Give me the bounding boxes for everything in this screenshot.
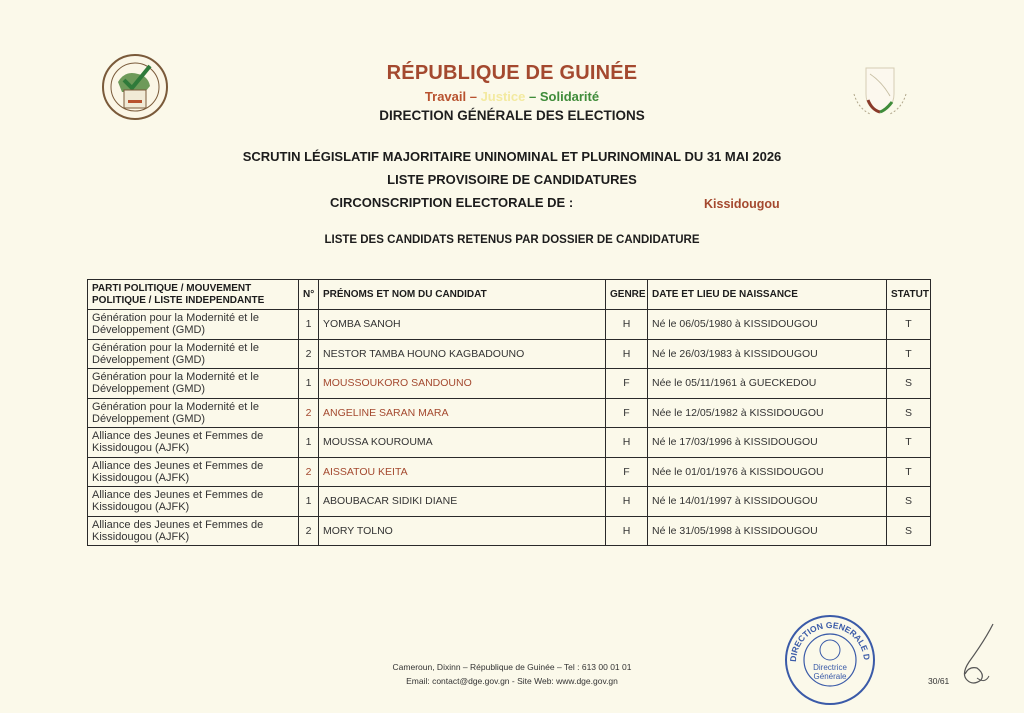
number-cell: 2 bbox=[299, 339, 319, 369]
number-cell: 1 bbox=[299, 369, 319, 399]
statut-cell: S bbox=[887, 516, 931, 546]
table-row bbox=[88, 369, 931, 399]
official-stamp-icon bbox=[782, 612, 878, 708]
number-cell: 2 bbox=[299, 457, 319, 487]
statut-cell: S bbox=[887, 487, 931, 517]
party-cell: Génération pour la Modernité et le Développement (GMD) bbox=[88, 339, 299, 369]
party-cell: Alliance des Jeunes et Femmes de Kissidougou (AJFK) bbox=[88, 457, 299, 487]
country-title: RÉPUBLIQUE DE GUINÉE bbox=[386, 62, 638, 84]
birth-cell: Née le 12/05/1982 à KISSIDOUGOU bbox=[648, 398, 887, 428]
table-row bbox=[88, 516, 931, 546]
column-header-genre: GENRE bbox=[606, 280, 648, 310]
party-cell: Génération pour la Modernité et le Développement (GMD) bbox=[88, 398, 299, 428]
statut-cell: S bbox=[887, 398, 931, 428]
party-cell: Alliance des Jeunes et Femmes de Kissidougou (AJFK) bbox=[88, 428, 299, 458]
party-cell: Génération pour la Modernité et le Développement (GMD) bbox=[88, 310, 299, 340]
column-header-party: PARTI POLITIQUE / MOUVEMENT POLITIQUE / LISTE INDEPENDANTE bbox=[88, 280, 299, 310]
birth-cell: Né le 06/05/1980 à KISSIDOUGOU bbox=[648, 310, 887, 340]
candidate-name-cell: MORY TOLNO bbox=[319, 516, 606, 546]
table-row bbox=[88, 339, 931, 369]
motto-word-justice: Justice bbox=[480, 89, 526, 104]
genre-cell: F bbox=[606, 398, 648, 428]
candidate-name-cell: MOUSSA KOUROUMA bbox=[319, 428, 606, 458]
svg-text:DIRECTION GENERALE DES ELECTIO bbox=[782, 612, 872, 662]
genre-cell: H bbox=[606, 310, 648, 340]
party-cell: Génération pour la Modernité et le Développement (GMD) bbox=[88, 369, 299, 399]
table-row bbox=[88, 428, 931, 458]
birth-cell: Née le 05/11/1961 à GUECKEDOU bbox=[648, 369, 887, 399]
table-header-row bbox=[88, 280, 931, 310]
table-row bbox=[88, 457, 931, 487]
stamp-title-2: Générale bbox=[813, 672, 847, 681]
candidates-table bbox=[87, 279, 931, 546]
genre-cell: H bbox=[606, 487, 648, 517]
candidate-name-cell: YOMBA SANOH bbox=[319, 310, 606, 340]
statut-cell: S bbox=[887, 369, 931, 399]
stamp-title-1: Directrice bbox=[813, 663, 847, 672]
footer-contact: Email: contact@dge.gov.gn - Site Web: www.dge.gov.gn bbox=[406, 676, 618, 686]
genre-cell: H bbox=[606, 516, 648, 546]
election-title: SCRUTIN LÉGISLATIF MAJORITAIRE UNINOMINAL ET PLURINOMINAL DU 31 MAI 2026 bbox=[242, 149, 782, 164]
page-number: 30/61 bbox=[928, 676, 950, 686]
constituency-value: Kissidougou bbox=[704, 197, 780, 211]
list-title: LISTE PROVISOIRE DE CANDIDATURES bbox=[387, 172, 637, 187]
number-cell: 2 bbox=[299, 516, 319, 546]
genre-cell: F bbox=[606, 369, 648, 399]
statut-cell: T bbox=[887, 457, 931, 487]
institution-name: DIRECTION GÉNÉRALE DES ELECTIONS bbox=[379, 108, 645, 123]
party-cell: Alliance des Jeunes et Femmes de Kissidougou (AJFK) bbox=[88, 487, 299, 517]
statut-cell: T bbox=[887, 428, 931, 458]
party-cell: Alliance des Jeunes et Femmes de Kissidougou (AJFK) bbox=[88, 516, 299, 546]
candidate-name-cell: AISSATOU KEITA bbox=[319, 457, 606, 487]
birth-cell: Né le 31/05/1998 à KISSIDOUGOU bbox=[648, 516, 887, 546]
table-title: LISTE DES CANDIDATS RETENUS PAR DOSSIER DE CANDIDATURE bbox=[324, 234, 700, 246]
constituency-label: CIRCONSCRIPTION ELECTORALE DE : bbox=[330, 195, 574, 210]
birth-cell: Né le 17/03/1996 à KISSIDOUGOU bbox=[648, 428, 887, 458]
motto-word-travail: Travail – bbox=[424, 89, 477, 104]
column-header-number: N° bbox=[299, 280, 319, 310]
number-cell: 1 bbox=[299, 487, 319, 517]
table-row bbox=[88, 398, 931, 428]
number-cell: 2 bbox=[299, 398, 319, 428]
genre-cell: H bbox=[606, 339, 648, 369]
candidate-name-cell: ABOUBACAR SIDIKI DIANE bbox=[319, 487, 606, 517]
national-motto bbox=[0, 89, 1024, 104]
candidate-name-cell: NESTOR TAMBA HOUNO KAGBADOUNO bbox=[319, 339, 606, 369]
birth-cell: Né le 26/03/1983 à KISSIDOUGOU bbox=[648, 339, 887, 369]
table-row bbox=[88, 487, 931, 517]
statut-cell: T bbox=[887, 310, 931, 340]
birth-cell: Né le 14/01/1997 à KISSIDOUGOU bbox=[648, 487, 887, 517]
genre-cell: H bbox=[606, 428, 648, 458]
number-cell: 1 bbox=[299, 428, 319, 458]
stamp-ring-text: DIRECTION GENERALE D bbox=[787, 619, 873, 663]
column-header-birth: DATE ET LIEU DE NAISSANCE bbox=[648, 280, 887, 310]
birth-cell: Née le 01/01/1976 à KISSIDOUGOU bbox=[648, 457, 887, 487]
genre-cell: F bbox=[606, 457, 648, 487]
motto-word-solidarite: – Solidarité bbox=[529, 89, 600, 104]
number-cell: 1 bbox=[299, 310, 319, 340]
column-header-name: PRÉNOMS ET NOM DU CANDIDAT bbox=[319, 280, 606, 310]
candidate-name-cell: ANGELINE SARAN MARA bbox=[319, 398, 606, 428]
candidate-name-cell: MOUSSOUKORO SANDOUNO bbox=[319, 369, 606, 399]
footer-address: Cameroun, Dixinn – République de Guinée – Tel : 613 00 01 01 bbox=[392, 662, 632, 672]
table-row bbox=[88, 310, 931, 340]
column-header-statut: STATUT bbox=[887, 280, 931, 310]
statut-cell: T bbox=[887, 339, 931, 369]
